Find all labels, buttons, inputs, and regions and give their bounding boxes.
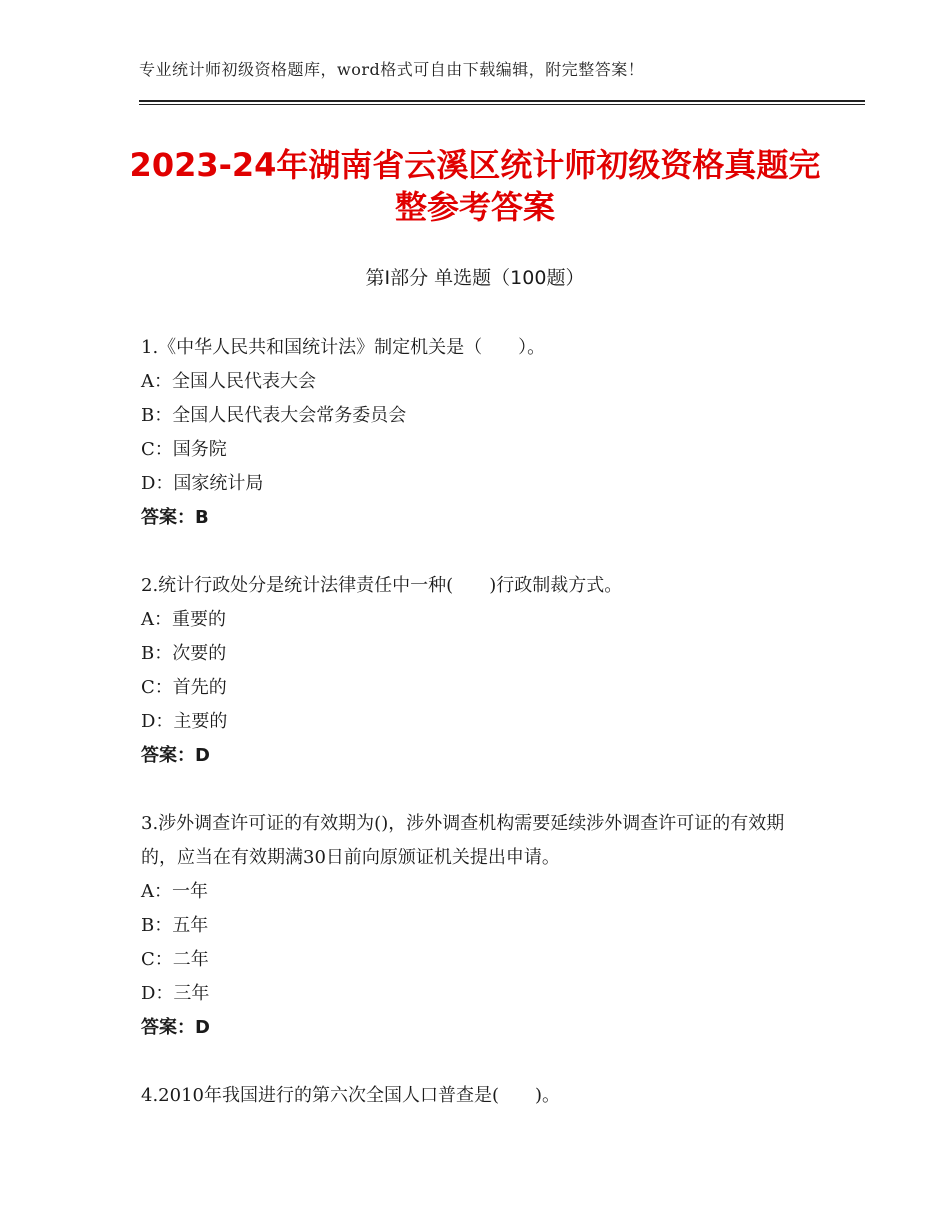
- question-list: [141, 331, 801, 1147]
- option-a: A：重要的: [141, 609, 226, 630]
- header-rule-thin: [139, 104, 865, 105]
- question-stem: 4.2010年我国进行的第六次全国人口普查是( )。: [141, 1085, 561, 1106]
- question-2: [141, 569, 801, 773]
- option-b: B：次要的: [141, 643, 227, 664]
- option-a: A：一年: [141, 881, 208, 902]
- answer: 答案：D: [141, 745, 210, 766]
- document-title: 2023-24年湖南省云溪区统计师初级资格真题完整参考答案: [129, 146, 821, 226]
- question-3: [141, 807, 801, 1045]
- option-b: B：全国人民代表大会常务委员会: [141, 405, 407, 426]
- question-4: [141, 1079, 801, 1113]
- option-c: C：国务院: [141, 439, 227, 460]
- option-d: D：三年: [141, 983, 210, 1004]
- answer: 答案：B: [141, 507, 209, 528]
- option-b: B：五年: [141, 915, 209, 936]
- section-heading: 第Ⅰ部分 单选题（100题）: [365, 267, 585, 289]
- question-stem: 3.涉外调查许可证的有效期为()，涉外调查机构需要延续涉外调查许可证的有效期的，应当在有效期满30日前向原颁证机关提出申请。: [141, 813, 785, 868]
- option-a: A：全国人民代表大会: [141, 371, 316, 392]
- option-d: D：国家统计局: [141, 473, 264, 494]
- header-note: 专业统计师初级资格题库，word格式可自由下载编辑，附完整答案！: [139, 60, 645, 79]
- header-rule-thick: [139, 100, 865, 102]
- option-c: C：首先的: [141, 677, 227, 698]
- question-1: [141, 331, 801, 535]
- option-d: D：主要的: [141, 711, 228, 732]
- option-c: C：二年: [141, 949, 209, 970]
- question-stem: 1.《中华人民共和国统计法》制定机关是（ ）。: [141, 337, 546, 358]
- answer: 答案：D: [141, 1017, 210, 1038]
- question-stem: 2.统计行政处分是统计法律责任中一种( )行政制裁方式。: [141, 575, 623, 596]
